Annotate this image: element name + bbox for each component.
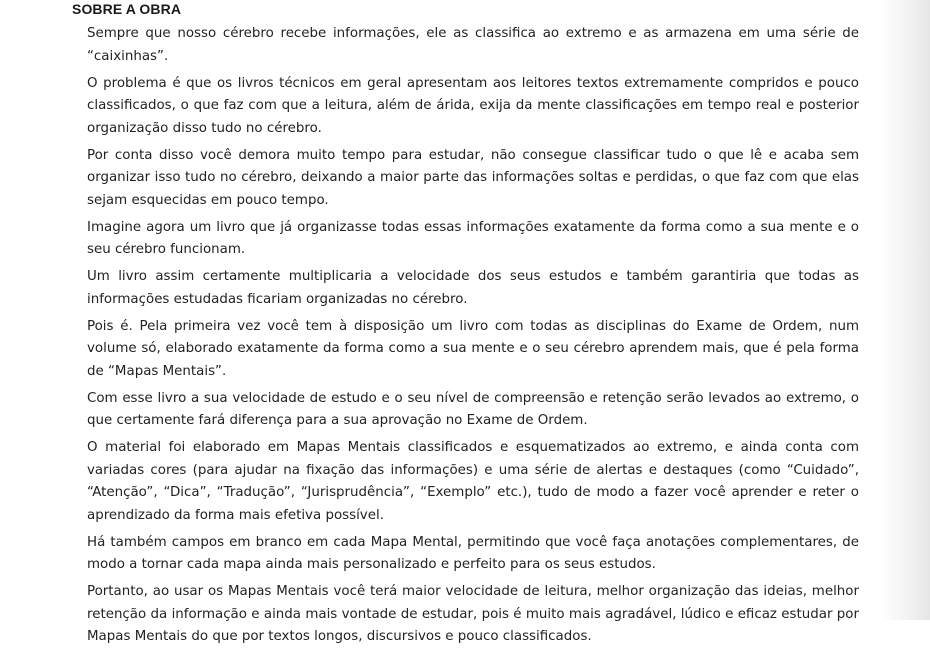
paragraph: Pois é. Pela primeira vez você tem à disposição um livro com todas as disciplinas do Exame de Ordem, num volume só, elaborado exatamente da forma como a sua mente e o seu cérebro aprendem mais, que é pela forma de “Mapas Mentais”. <box>87 318 859 379</box>
paragraph: O material foi elaborado em Mapas Mentais classificados e esquematizados ao extremo, e ainda conta com variadas cores (para ajudar na fixação das informações) e uma série de alertas e destaques (como “Cuidado”, “Atenção”, “Dica”, “Tradução”, “Jurisprudência”, “Exemplo” etc.), tudo de modo a fazer você aprender e reter o aprendizado da forma mais efetiva possível. <box>87 440 859 523</box>
paragraph: Portanto, ao usar os Mapas Mentais você terá maior velocidade de leitura, melhor organização das ideias, melhor retenção da informação e ainda mais vontade de estudar, pois é muito mais agradável, lúdico e eficaz estudar por Mapas Mentais do que por textos longos, discursivos e pouco classificados. <box>87 584 859 644</box>
paragraph: Imagine agora um livro que já organizasse todas essas informações exatamente da forma como a sua mente e o seu cérebro funcionam. <box>87 219 859 257</box>
paragraph: Com esse livro a sua velocidade de estudo e o seu nível de compreensão e retenção serão levados ao extremo, o que certamente fará diferença para a sua aprovação no Exame de Ordem. <box>87 390 859 428</box>
paragraph: O problema é que os livros técnicos em geral apresentam aos leitores textos extremamente compridos e pouco classificados, o que faz com que a leitura, além de árida, exija da mente classificações em tempo real e posterior organização disso tudo no cérebro. <box>87 75 859 136</box>
paragraph: Por conta disso você demora muito tempo para estudar, não consegue classificar tudo o que lê e acaba sem organizar isso tudo no cérebro, deixando a maior parte das informações soltas e perdidas, o que faz com que elas sejam esquecidas em pouco tempo. <box>87 147 859 208</box>
paragraph: Um livro assim certamente multiplicaria a velocidade dos seus estudos e também garantiria que todas as informações estudadas ficariam organizadas no cérebro. <box>87 269 859 307</box>
paragraph: Sempre que nosso cérebro recebe informações, ele as classifica ao extremo e as armazena em uma série de “caixinhas”. <box>87 26 859 64</box>
paragraph: Há também campos em branco em cada Mapa Mental, permitindo que você faça anotações complementares, de modo a tornar cada mapa ainda mais personalizado e perfeito para os seus estudos. <box>87 534 859 572</box>
section-title: SOBRE A OBRA <box>72 1 182 17</box>
section-body <box>87 23 859 653</box>
